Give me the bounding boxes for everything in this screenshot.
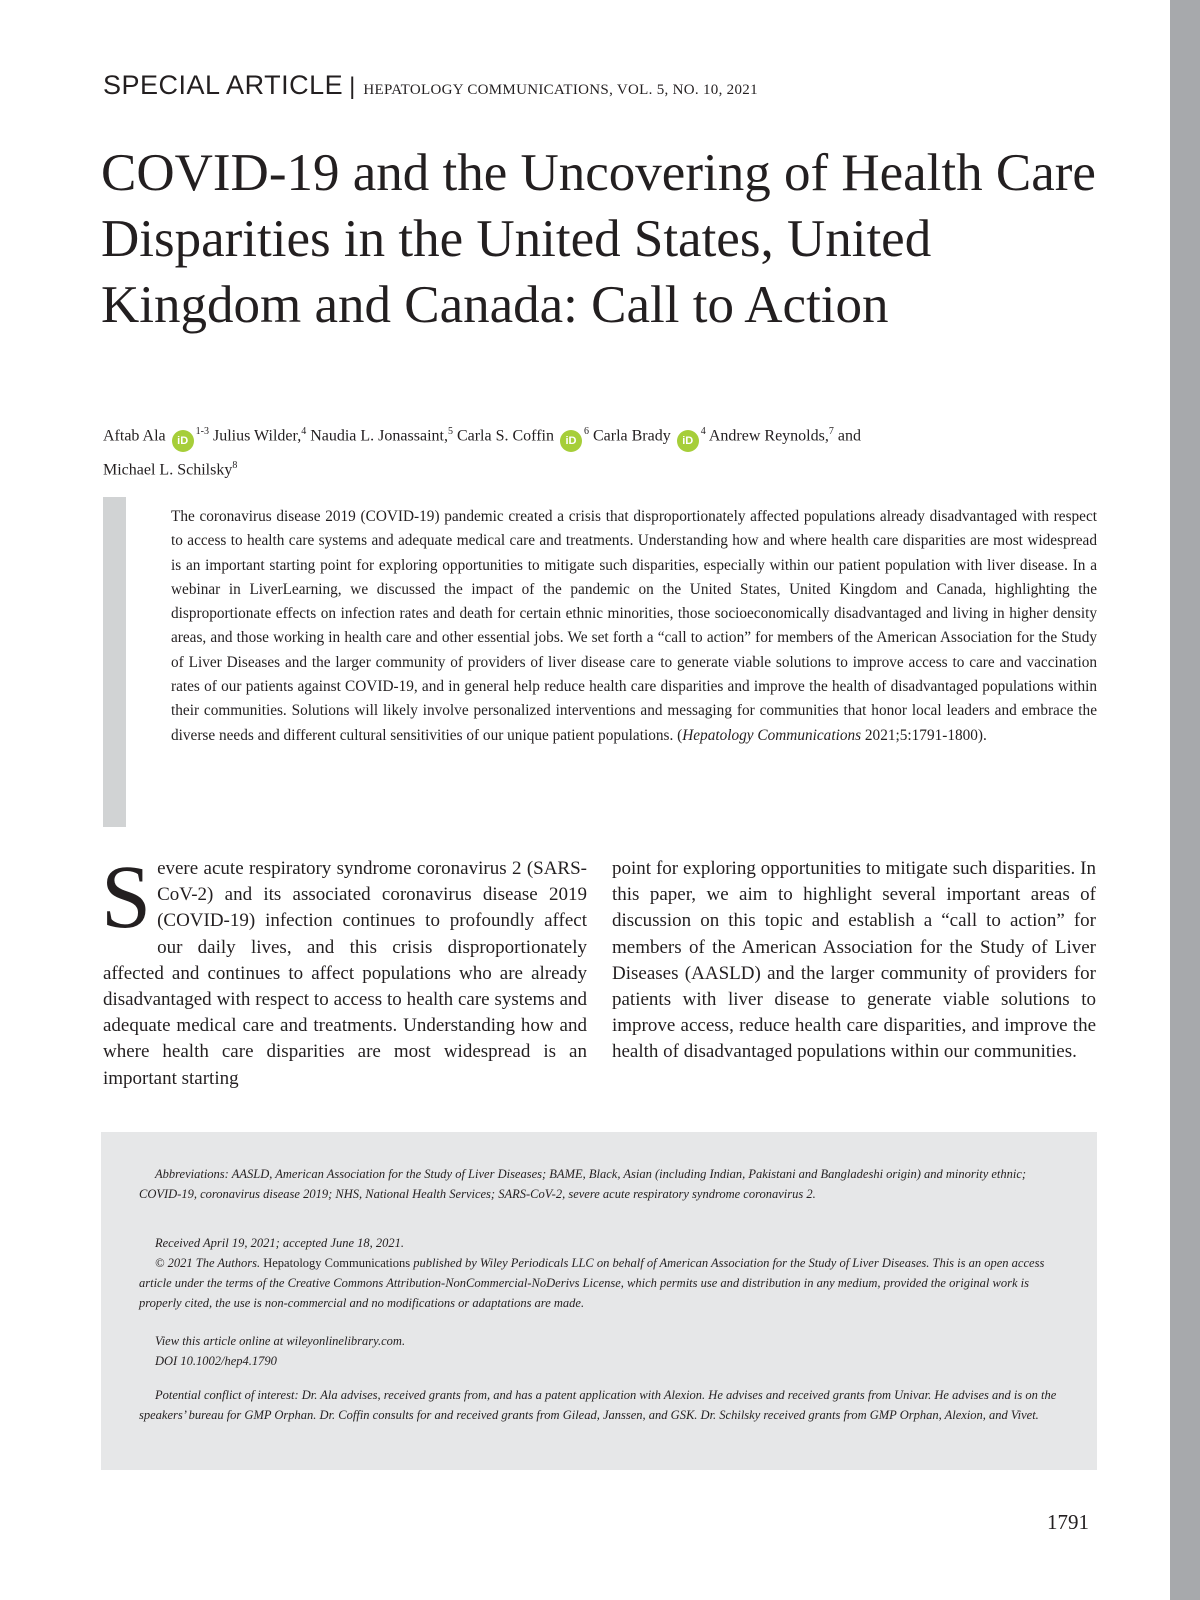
author-affiliation: 6 bbox=[583, 426, 589, 437]
author-affiliation: 7 bbox=[828, 426, 834, 437]
author-name: Andrew Reynolds, bbox=[708, 427, 829, 445]
view-online-note: View this article online at wileyonlinelibrary.com. bbox=[155, 1334, 406, 1348]
journal-reference: HEPATOLOGY COMMUNICATIONS, VOL. 5, NO. 10, 2021 bbox=[363, 82, 758, 98]
author-name: Naudia L. Jonassaint, bbox=[310, 427, 448, 445]
body-column-right bbox=[612, 856, 1096, 1066]
author-affiliation: 8 bbox=[232, 460, 238, 472]
article-title: COVID-19 and the Uncovering of Health Care Disparities in the United States, United Kingdom and Canada: Call to Action bbox=[101, 144, 1096, 334]
conflict-of-interest: Potential conflict of interest: Dr. Ala advises, received grants from, and has a patent application with Alexion. He advises and received grants from Univar. He advises and is on the speakers’ bureau for GMP Orphan. Dr. Coffin consults for and received grants from Gilead, Janssen, and GSK. Dr. Schilsky received grants from GMP Orphan, Alexion, and Vivet. bbox=[139, 1388, 1057, 1422]
section-label: SPECIAL ARTICLE bbox=[103, 70, 344, 100]
body-text-left: evere acute respiratory syndrome coronavirus 2 (SARS-CoV-2) and its associated coronavirus disease 2019 (COVID-19) infection continues to profoundly affect our daily lives, and this crisis disproportionately affected and continues to affect populations who are already disadvantaged with respect to access to health care systems and adequate medical care and treatments. Understanding how and where health care disparities are most widespread is an important starting bbox=[103, 858, 587, 1089]
copyright-journal: Hepatology Communications bbox=[263, 1256, 411, 1270]
abbreviations-note: Abbreviations: AASLD, American Association for the Study of Liver Diseases; BAME, Black, Asian (including Indian, Pakistani and Bangladeshi origin) and minority ethnic; COVID-19, coronavirus disease 2019; NHS, National Health Services; SARS-CoV-2, severe acute respiratory syndrome coronavirus 2. bbox=[139, 1167, 1027, 1201]
author-affiliation: 4 bbox=[301, 426, 307, 437]
footnote-box bbox=[101, 1132, 1097, 1470]
body-column-left bbox=[101, 848, 587, 1092]
abstract bbox=[171, 505, 1097, 748]
doi: DOI 10.1002/hep4.1790 bbox=[155, 1354, 277, 1368]
running-header bbox=[103, 70, 758, 101]
citation-journal: Hepatology Communications bbox=[682, 726, 862, 744]
author-name: Carla S. Coffin bbox=[456, 427, 554, 445]
body-text-right: point for exploring opportunities to mitigate such disparities. In this paper, we aim to highlight several important areas of discussion on this topic and establish a “call to action” for members of the American Association for the Study of Liver Diseases (AASLD) and the larger community of providers for patients with liver disease to generate viable solutions to improve access, reduce health care disparities, and improve the health of disadvantaged populations within our communities. bbox=[612, 858, 1096, 1063]
received-date: Received April 19, 2021; accepted June 18, 2021. bbox=[155, 1236, 404, 1250]
author-name: Carla Brady bbox=[592, 427, 671, 445]
page-edge-band bbox=[1170, 0, 1200, 1600]
page-number: 1791 bbox=[1047, 1510, 1089, 1534]
orcid-icon[interactable]: iD bbox=[172, 430, 194, 452]
author-list bbox=[103, 418, 1103, 485]
author-conjunction: and bbox=[837, 427, 861, 445]
copyright-note: © 2021 The Authors. Hepatology Communications published by Wiley Periodicals LLC on behalf of American Association for the Study of Liver Diseases. This is an open access article under the terms of the Creative Commons Attribution-NonCommercial-NoDerivs License, which permits use and distribution in any medium, provided the original work is properly cited, the use is non-commercial and no modifications or adaptations are made. bbox=[139, 1256, 1045, 1310]
author-affiliation: 5 bbox=[447, 426, 453, 437]
abstract-citation: (Hepatology Communications 2021;5:1791-1800). bbox=[677, 726, 987, 744]
author-name: Julius Wilder, bbox=[213, 427, 302, 445]
orcid-icon[interactable]: iD bbox=[677, 430, 699, 452]
author-name: Michael L. Schilsky bbox=[103, 461, 233, 479]
author-affiliation: 1-3 bbox=[195, 426, 209, 437]
author-affiliation: 4 bbox=[700, 426, 706, 437]
drop-cap: S bbox=[101, 848, 152, 947]
abstract-sidebar bbox=[103, 497, 126, 827]
author-name: Aftab Ala bbox=[103, 427, 166, 445]
abstract-text: The coronavirus disease 2019 (COVID-19) pandemic created a crisis that disproportionately affected populations already disadvantaged with respect to access to health care systems and adequate medical care and treatments. Understanding how and where health care disparities are most widespread is an important starting point for exploring opportunities to mitigate such disparities, especially within our patient population with liver disease. In a webinar in LiverLearning, we discussed the impact of the pandemic on the United States, United Kingdom and Canada, highlighting the disproportionate effects on infection rates and death for certain ethnic minorities, those socioeconomically disadvantaged and living in higher density areas, and those working in health care and other essential jobs. We set forth a “call to action” for members of the American Association for the Study of Liver Diseases and the larger community of providers of liver disease care to generate viable solutions to improve access to care and vaccination rates of our patients against COVID-19, and in general help reduce health care disparities and improve the health of disadvantaged populations within their communities. Solutions will likely involve personalized interventions and messaging for communities that honor local leaders and embrace the diverse needs and different cultural sensitivities of our unique patient populations. bbox=[171, 508, 1097, 744]
header-separator: | bbox=[349, 73, 356, 100]
orcid-icon[interactable]: iD bbox=[560, 430, 582, 452]
